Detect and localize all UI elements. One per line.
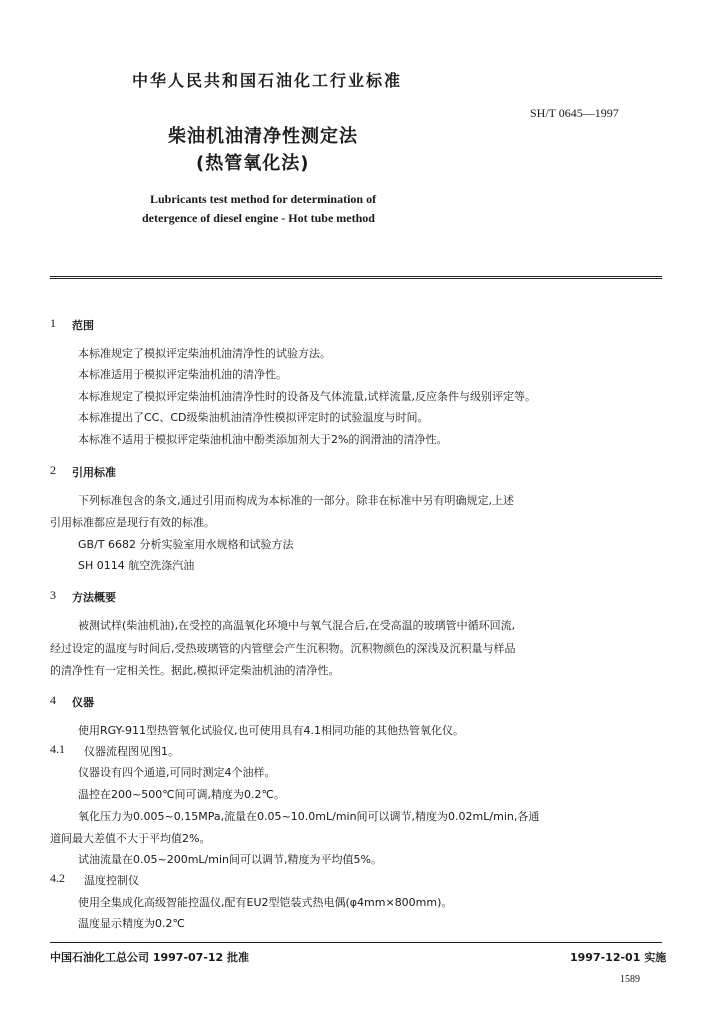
section-4-line: 温度显示精度为0.2℃ [78, 917, 185, 930]
section-2-paragraph-continued: 引用标准都应是现行有效的标准。 [50, 516, 215, 529]
section-1-number: 1 [50, 316, 56, 330]
bottom-divider [50, 942, 662, 943]
section-1-paragraph: 本标准适用于模拟评定柴油机油的清净性。 [78, 368, 287, 381]
section-3-number: 3 [50, 588, 56, 602]
top-divider-secondary [50, 278, 662, 279]
section-4-line: 温控在200~500℃间可调,精度为0.2℃。 [78, 788, 285, 801]
document-title: 柴油机油清净性测定法 [168, 126, 358, 147]
standard-category-title: 中华人民共和国石油化工行业标准 [132, 71, 403, 90]
section-4-heading: 仪器 [72, 696, 94, 709]
section-4-number: 4 [50, 693, 56, 707]
section-2-heading: 引用标准 [72, 466, 116, 479]
section-2-number: 2 [50, 463, 56, 477]
referenced-standard: SH 0114 航空洗涤汽油 [78, 559, 195, 572]
section-4-line: 仪器设有四个通道,可同时测定4个油样。 [78, 766, 276, 779]
subsection-4-2-number: 4.2 [50, 871, 65, 885]
section-1-heading: 范围 [72, 319, 94, 332]
section-4-line: 氧化压力为0.005~0.15MPa,流量在0.05~10.0mL/min间可以调节,精度为0.02mL/min,各通 [78, 810, 540, 823]
section-1-paragraph: 本标准不适用于模拟评定柴油机油中酚类添加剂大于2%的润滑油的清净性。 [78, 433, 448, 446]
subsection-4-1-heading: 仪器流程图见图1。 [84, 745, 179, 758]
section-4-line-continued: 道间最大差值不大于平均值2%。 [50, 832, 211, 845]
implementation-date: 1997-12-01 实施 [570, 951, 667, 964]
section-3-heading: 方法概要 [72, 591, 116, 604]
section-4-paragraph: 使用RGY-911型热管氧化试验仪,也可使用具有4.1相同功能的其他热管氧化仪。 [78, 724, 464, 737]
english-title-line-2: detergence of diesel engine - Hot tube method [142, 211, 375, 225]
section-3-paragraph: 的清净性有一定相关性。据此,模拟评定柴油机油的清净性。 [50, 664, 340, 677]
section-2-paragraph: 下列标准包含的条文,通过引用而构成为本标准的一部分。除非在标准中另有明确规定,上述 [78, 494, 514, 507]
section-1-paragraph: 本标准规定了模拟评定柴油机油清净性的试验方法。 [78, 347, 331, 360]
document-subtitle: (热管氧化法) [196, 153, 310, 174]
section-3-paragraph: 经过设定的温度与时间后,受热玻璃管的内管壁会产生沉积物。沉积物颜色的深浅及沉积量与样品 [50, 642, 516, 655]
section-3-paragraph: 被测试样(柴油机油),在受控的高温氧化环境中与氧气混合后,在受高温的玻璃管中循环回流, [78, 619, 516, 632]
referenced-standard: GB/T 6682 分析实验室用水规格和试验方法 [78, 538, 294, 551]
page-number: 1589 [620, 974, 640, 985]
approval-info: 中国石油化工总公司 1997-07-12 批准 [50, 951, 250, 964]
subsection-4-1-number: 4.1 [50, 742, 65, 756]
standard-code: SH/T 0645—1997 [530, 106, 619, 120]
english-title-line-1: Lubricants test method for determination of [150, 192, 377, 206]
subsection-4-2-heading: 温度控制仪 [84, 874, 139, 887]
section-1-paragraph: 本标准规定了模拟评定柴油机油清净性时的设备及气体流量,试样流量,反应条件与级别评定等。 [78, 390, 536, 403]
section-4-line: 使用全集成化高级智能控温仪,配有EU2型铠装式热电偶(φ4mm×800mm)。 [78, 896, 453, 909]
section-1-paragraph: 本标准提出了CC、CD级柴油机油清净性模拟评定时的试验温度与时间。 [78, 411, 429, 424]
section-4-line: 试油流量在0.05~200mL/min间可以调节,精度为平均值5%。 [78, 853, 382, 866]
top-divider [50, 276, 662, 277]
